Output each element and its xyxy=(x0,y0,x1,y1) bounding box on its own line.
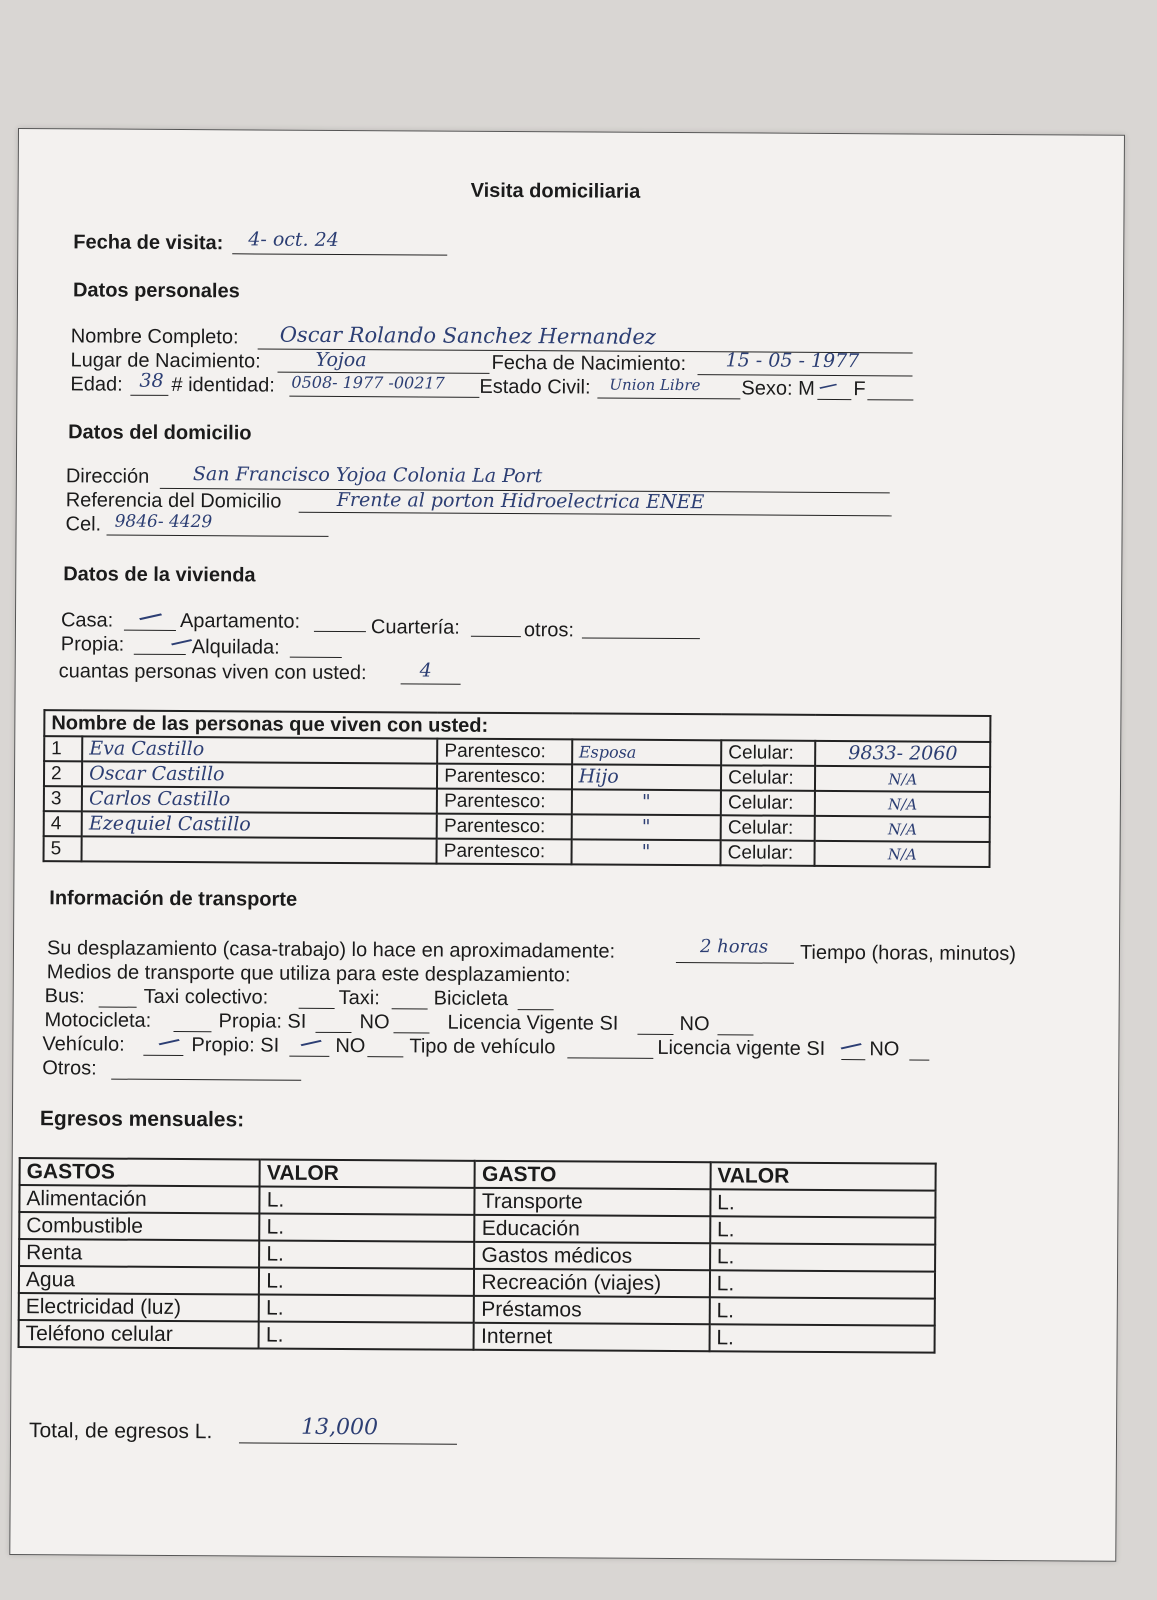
moto-licencia-label: Licencia Vigente SI xyxy=(447,1011,619,1035)
persona-celular[interactable]: 9833- 2060 xyxy=(848,742,958,765)
persona-parentesco[interactable]: " xyxy=(641,840,651,863)
persona-celular[interactable]: N/A xyxy=(887,844,917,864)
persona-parentesco[interactable]: Esposa xyxy=(578,741,637,762)
vehiculo-propio-si-label: Propio: SI xyxy=(191,1034,280,1057)
identidad-label: # identidad: xyxy=(171,373,275,397)
otros-transporte-label: Otros: xyxy=(42,1057,97,1080)
fecha-visita-label: Fecha de visita: xyxy=(73,231,224,255)
row-number: 5 xyxy=(44,836,82,861)
persona-celular[interactable]: N/A xyxy=(888,769,918,789)
moto-no-label: NO xyxy=(359,1011,390,1034)
tipo-vehiculo-line[interactable] xyxy=(567,1057,653,1059)
vehiculo-licencia-check[interactable]: / xyxy=(837,1035,866,1057)
celular-label: Celular: xyxy=(721,765,815,791)
estado-civil-label: Estado Civil: xyxy=(479,375,591,399)
alquilada-line[interactable] xyxy=(290,657,342,658)
alquilada-label: Alquilada: xyxy=(191,636,280,659)
valor-cell[interactable]: L. xyxy=(259,1240,474,1268)
medios-label: Medios de transporte que utiliza para este desplazamiento: xyxy=(46,961,571,987)
sexo-m-line xyxy=(817,399,851,400)
direccion-label: Dirección xyxy=(65,465,150,488)
propia-line[interactable] xyxy=(134,654,186,655)
cuantas-personas-value[interactable]: 4 xyxy=(419,659,432,682)
vehiculo-licencia-no-line[interactable] xyxy=(909,1059,929,1060)
personas-header: Nombre de las personas que viven con usted: xyxy=(44,710,990,742)
alquilada-check[interactable]: / xyxy=(167,631,197,653)
vehiculo-propio-si-line xyxy=(289,1056,329,1057)
row-number: 2 xyxy=(44,761,82,786)
gasto-name: Alimentación xyxy=(19,1185,259,1213)
egresos-heading: Egresos mensuales: xyxy=(39,1107,245,1132)
row-number: 4 xyxy=(44,811,82,836)
moto-licencia-no-line[interactable] xyxy=(717,1034,753,1035)
persona-parentesco[interactable]: " xyxy=(641,815,651,838)
sexo-m-check[interactable]: / xyxy=(816,377,841,395)
moto-licencia-si-line[interactable] xyxy=(637,1034,673,1035)
datos-domicilio-heading: Datos del domicilio xyxy=(68,421,252,445)
gasto-name: Transporte xyxy=(475,1188,710,1216)
celular-label: Celular: xyxy=(721,840,815,866)
form-sheet xyxy=(9,128,1125,1562)
vehiculo-licencia-label: Licencia vigente SI xyxy=(657,1036,826,1060)
parentesco-label: Parentesco: xyxy=(437,739,572,765)
valor-cell[interactable]: L. xyxy=(709,1297,934,1325)
direccion-value[interactable]: San Francisco Yojoa Colonia La Port xyxy=(192,463,543,488)
taxi-line[interactable] xyxy=(392,1008,428,1009)
edad-value[interactable]: 38 xyxy=(139,369,164,392)
gasto-name: Gastos médicos xyxy=(475,1242,710,1270)
vehiculo-propio-check[interactable]: / xyxy=(297,1032,326,1054)
personas-table xyxy=(43,709,992,868)
table-row xyxy=(44,836,990,867)
cuarteria-line[interactable] xyxy=(471,636,521,637)
gasto-name: Renta xyxy=(19,1239,259,1267)
persona-nombre[interactable]: Carlos Castillo xyxy=(88,787,231,811)
fecha-nac-value[interactable]: 15 - 05 - 1977 xyxy=(725,349,860,373)
casa-line xyxy=(124,630,176,631)
row-number: 3 xyxy=(44,786,82,811)
vehiculo-no-line[interactable] xyxy=(367,1056,403,1057)
parentesco-label: Parentesco: xyxy=(437,839,572,865)
sexo-f-line[interactable] xyxy=(867,399,913,400)
casa-label: Casa: xyxy=(60,609,114,632)
total-egresos-value[interactable]: 13,000 xyxy=(300,1414,379,1441)
valor-cell[interactable]: L. xyxy=(710,1270,935,1298)
estado-civil-value[interactable]: Union Libre xyxy=(609,375,701,395)
nombre-label: Nombre Completo: xyxy=(70,325,239,349)
moto-propia-si-label: Propia: SI xyxy=(218,1010,307,1033)
bus-label: Bus: xyxy=(44,985,85,1008)
parentesco-label: Parentesco: xyxy=(437,789,572,815)
cel-line xyxy=(107,535,329,537)
egresos-table xyxy=(18,1157,937,1354)
identidad-value[interactable]: 0508- 1977 -00217 xyxy=(291,372,445,393)
celular-label: Celular: xyxy=(721,815,815,841)
valor-cell[interactable]: L. xyxy=(259,1267,474,1295)
gasto-name: Internet xyxy=(474,1323,709,1351)
datos-vivienda-heading: Datos de la vivienda xyxy=(63,563,256,587)
vehiculo-check[interactable]: / xyxy=(155,1031,184,1053)
cel-value[interactable]: 9846- 4429 xyxy=(114,511,213,533)
bicicleta-label: Bicicleta xyxy=(433,987,509,1011)
transporte-heading: Información de transporte xyxy=(49,887,298,911)
identidad-line xyxy=(289,396,479,398)
valor-cell[interactable]: L. xyxy=(259,1321,474,1349)
col-gasto: GASTO xyxy=(475,1161,710,1189)
apartamento-label: Apartamento: xyxy=(179,609,301,633)
propia-label: Propia: xyxy=(60,633,125,656)
gasto-name: Préstamos xyxy=(474,1296,709,1324)
valor-cell[interactable]: L. xyxy=(710,1216,935,1244)
fecha-nac-label: Fecha de Nacimiento: xyxy=(491,351,687,376)
apartamento-line[interactable] xyxy=(314,631,366,632)
gasto-name: Combustible xyxy=(19,1212,259,1240)
fecha-visita-line xyxy=(232,253,447,255)
parentesco-label: Parentesco: xyxy=(437,814,572,840)
col-valor-a: VALOR xyxy=(260,1159,475,1187)
otros-vivienda-line[interactable] xyxy=(582,637,700,639)
tipo-vehiculo-label: Tipo de vehículo xyxy=(409,1035,556,1059)
fecha-visita-value[interactable]: 4- oct. 24 xyxy=(248,228,339,251)
fecha-nac-line xyxy=(698,374,913,376)
casa-check[interactable]: / xyxy=(135,605,166,629)
sexo-m-label: Sexo: M xyxy=(741,377,815,400)
taxi-colectivo-label: Taxi colectivo: xyxy=(143,985,269,1009)
valor-cell[interactable]: L. xyxy=(260,1213,475,1241)
persona-nombre[interactable]: Ezequiel Castillo xyxy=(88,812,251,836)
moto-licencia-no-label: NO xyxy=(679,1013,710,1036)
gasto-name: Agua xyxy=(19,1266,259,1294)
desplazamiento-line xyxy=(676,962,794,964)
moto-no-line[interactable] xyxy=(393,1032,429,1033)
vehiculo-licencia-si-line xyxy=(841,1059,865,1060)
motocicleta-label: Motocicleta: xyxy=(44,1009,152,1032)
cuantas-personas-line xyxy=(401,683,461,684)
cuarteria-label: Cuartería: xyxy=(370,616,460,639)
total-egresos-label: Total, de egresos L. xyxy=(28,1419,213,1444)
vehiculo-licencia-no-label: NO xyxy=(869,1038,900,1061)
lugar-value[interactable]: Yojoa xyxy=(315,348,367,372)
taxi-colectivo-line[interactable] xyxy=(299,1008,335,1009)
valor-cell[interactable]: L. xyxy=(709,1324,934,1352)
lugar-label: Lugar de Nacimiento: xyxy=(70,349,261,373)
valor-cell[interactable]: L. xyxy=(710,1243,935,1271)
persona-nombre[interactable]: Oscar Castillo xyxy=(89,762,225,786)
persona-nombre[interactable]: Eva Castillo xyxy=(89,737,205,761)
gasto-name: Electricidad (luz) xyxy=(19,1293,259,1321)
vehiculo-no-label: NO xyxy=(335,1034,366,1058)
persona-celular[interactable]: N/A xyxy=(888,794,918,814)
edad-label: Edad: xyxy=(70,373,123,396)
col-gastos: GASTOS xyxy=(20,1158,260,1186)
bicicleta-line[interactable] xyxy=(518,1009,554,1010)
vehiculo-label: Vehículo: xyxy=(42,1033,125,1056)
desplazamiento-label: Su desplazamiento (casa-trabajo) lo hace en aproximadamente: xyxy=(46,937,616,963)
valor-cell[interactable]: L. xyxy=(260,1186,475,1214)
nombre-value[interactable]: Oscar Rolando Sanchez Hernandez xyxy=(279,322,656,349)
parentesco-label: Parentesco: xyxy=(437,764,572,790)
row-number: 1 xyxy=(44,736,82,761)
referencia-label: Referencia del Domicilio xyxy=(65,489,282,513)
vehiculo-line xyxy=(143,1055,183,1056)
persona-parentesco[interactable]: Hijo xyxy=(578,765,619,788)
referencia-value[interactable]: Frente al porton Hidroelectrica ENEE xyxy=(336,488,705,514)
gasto-name: Teléfono celular xyxy=(19,1320,259,1348)
sexo-f-label: F xyxy=(853,378,866,401)
taxi-label: Taxi: xyxy=(338,986,380,1010)
edad-line xyxy=(130,395,168,396)
tiempo-label: Tiempo (horas, minutos) xyxy=(799,941,1017,966)
persona-celular[interactable]: N/A xyxy=(887,819,918,839)
desplazamiento-value[interactable]: 2 horas xyxy=(699,936,769,958)
bus-line[interactable] xyxy=(99,1007,137,1008)
estado-civil-line xyxy=(597,398,740,400)
col-valor-b: VALOR xyxy=(710,1162,935,1190)
valor-cell[interactable]: L. xyxy=(710,1189,935,1217)
datos-personales-heading: Datos personales xyxy=(72,279,240,303)
cel-label: Cel. xyxy=(65,513,102,536)
gasto-name: Recreación (viajes) xyxy=(474,1269,709,1297)
total-egresos-line xyxy=(239,1442,457,1444)
otros-transporte-line[interactable] xyxy=(111,1079,301,1081)
otros-vivienda-label: otros: xyxy=(523,619,575,642)
table-row xyxy=(19,1320,935,1353)
form-title: Visita domiciliaria xyxy=(470,179,641,203)
celular-label: Celular: xyxy=(721,790,815,816)
persona-parentesco[interactable]: " xyxy=(641,790,651,813)
valor-cell[interactable]: L. xyxy=(259,1294,474,1322)
celular-label: Celular: xyxy=(721,740,815,766)
cuantas-personas-label: cuantas personas viven con usted: xyxy=(58,660,367,685)
gasto-name: Educación xyxy=(475,1215,710,1243)
